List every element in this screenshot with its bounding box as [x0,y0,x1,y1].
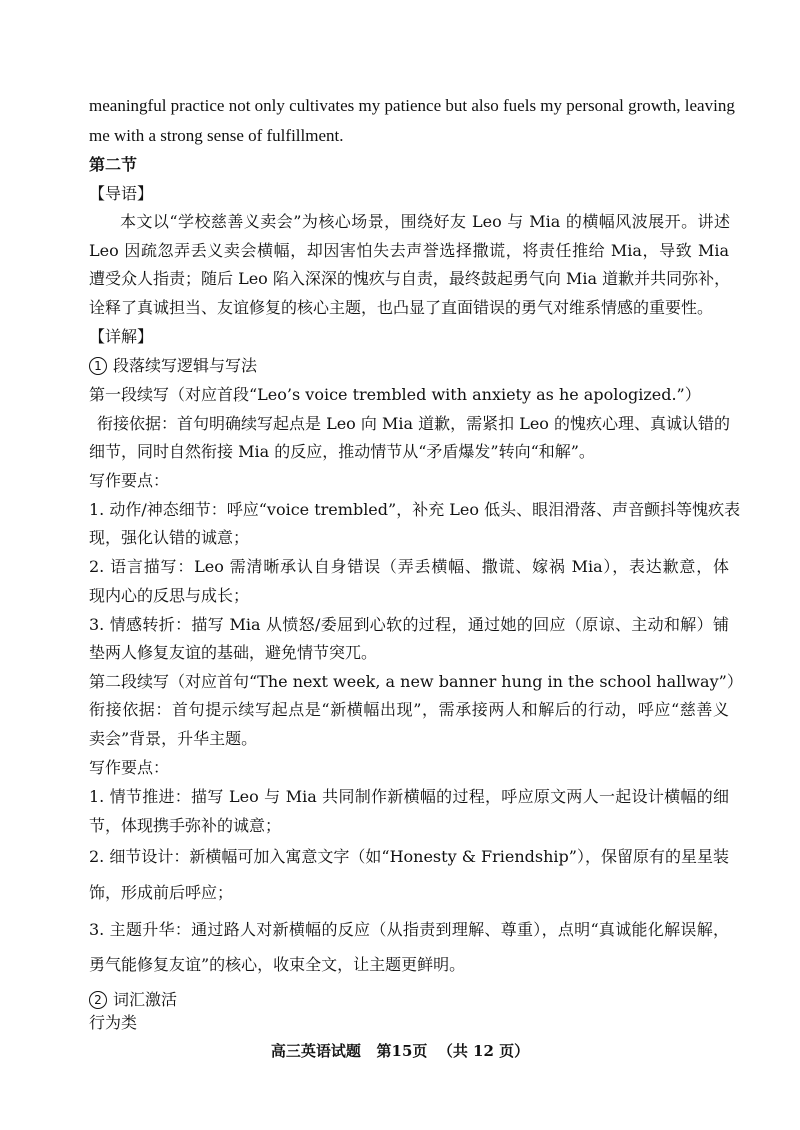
list-item: 3. 主题升华：通过路人对新横幅的反应（从指责到理解、尊重），点明“真诚能化解误解， [89,920,729,939]
circled-number: 2 [89,991,107,1009]
text-line: 细节，同时自然衔接 Mia 的反应，推动情节从“矛盾爆发”转向“和解”。 [89,442,595,461]
list-item: 2. 细节设计：新横幅可加入寓意文字（如“Honesty & Friendship”），保留原有的星星装 [89,847,729,866]
text-line: me with a strong sense of fulfillment. [89,126,344,145]
detail-heading: 【详解】 [89,327,154,346]
text-line: 节，体现携手弥补的诚意； [89,816,282,835]
intro-heading: 【导语】 [89,184,154,203]
intro-line: 本文以“学校慈善义卖会”为核心场景，围绕好友 Leo 与 Mia 的横幅风波展开。讲述 [120,212,730,231]
section-heading: 第二节 [89,155,138,174]
list-item: 2. 语言描写：Leo 需清晰承认自身错误（弄丢横幅、撒谎、嫁祸 Mia），表达歉意，体 [89,557,729,576]
text-line: 行为类 [89,1013,138,1032]
text-line: 现内心的反思与成长； [89,586,250,605]
list-item: 1. 动作/神态细节：呼应“voice trembled”，补充 Leo 低头、眼泪滑落、声音颤抖等愧疚表 [89,500,741,519]
text-line: 勇气能修复友谊”的核心，收束全文，让主题更鲜明。 [89,955,466,974]
point-title: 词汇激活 [113,990,178,1009]
text-line: 卖会”背景，升华主题。 [89,729,258,748]
point-heading [89,989,729,1011]
paragraph-heading: 第一段续写（对应首段“Leo’s voice trembled with anxiety as he apologized.”） [89,385,701,404]
list-item: 3. 情感转折：描写 Mia 从愤怒/委屈到心软的过程，通过她的回应（原谅、主动和解）铺 [89,615,729,634]
text-line: 写作要点： [89,471,170,490]
circled-number: 1 [89,357,107,375]
text-line: 垫两人修复友谊的基础，避免情节突兀。 [89,643,378,662]
point-heading [89,355,729,377]
text-line: 衔接依据：首句提示续写起点是“新横幅出现”，需承接两人和解后的行动，呼应“慈善义 [89,700,729,719]
intro-line: 诠释了真诚担当、友谊修复的核心主题，也凸显了直面错误的勇气对维系情感的重要性。 [89,298,714,317]
intro-line: Leo 因疏忽弄丢义卖会横幅，却因害怕失去声誉选择撒谎，将责任推给 Mia，导致 Mia [89,241,729,260]
intro-line: 遭受众人指责；随后 Leo 陷入深深的愧疚与自责，最终鼓起勇气向 Mia 道歉并共同弥补， [89,269,731,288]
text-line: 现，强化认错的诚意； [89,528,250,547]
text-line: 衔接依据：首句明确续写起点是 Leo 向 Mia 道歉，需紧扣 Leo 的愧疚心理、真诚认错的 [97,414,731,433]
text-line: 饰，形成前后呼应； [89,883,234,902]
page-footer: 高三英语试题 第15页 （共 12 页） [270,1042,530,1060]
list-item: 1. 情节推进：描写 Leo 与 Mia 共同制作新横幅的过程，呼应原文两人一起设计横幅的细 [89,787,729,806]
text-line: meaningful practice not only cultivates my patience but also fuels my personal growth, leaving [89,96,735,115]
text-line: 写作要点： [89,758,170,777]
point-title: 段落续写逻辑与写法 [113,356,258,375]
paragraph-heading: 第二段续写（对应首句“The next week, a new banner hung in the school hallway”） [89,672,743,691]
